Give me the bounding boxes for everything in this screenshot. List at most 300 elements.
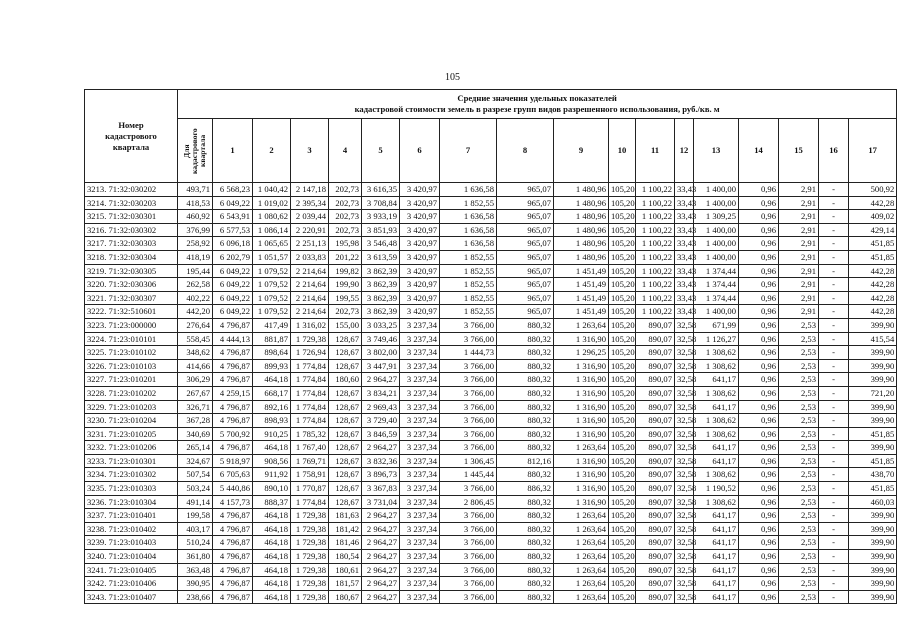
cell-value: 181,42	[329, 522, 362, 536]
header-group-title	[178, 90, 897, 119]
cell-value: 105,20	[609, 278, 636, 292]
cell-value: 3 766,00	[440, 414, 497, 428]
cell-value: 3 766,00	[440, 400, 497, 414]
cell-value: 451,85	[849, 454, 897, 468]
cell-value: 965,07	[497, 264, 554, 278]
cell-value: 202,73	[329, 210, 362, 224]
cell-value: 880,32	[497, 427, 554, 441]
cell-value: 1 100,22	[636, 237, 675, 251]
cell-value: 4 796,87	[213, 318, 253, 332]
cell-value: 890,07	[636, 550, 675, 564]
cell-quarter: 3243. 71:23:010407	[85, 590, 178, 604]
cell-value: 2 969,43	[362, 400, 400, 414]
cell-value: 3 420,97	[400, 305, 440, 319]
cell-value: 3 851,93	[362, 223, 400, 237]
cell-value: 429,14	[849, 223, 897, 237]
cell-quarter: 3242. 71:23:010406	[85, 577, 178, 591]
cell-value: 326,71	[178, 400, 213, 414]
cell-value: 0,96	[739, 414, 779, 428]
cell-value: 4 796,87	[213, 373, 253, 387]
cell-value: 105,20	[609, 210, 636, 224]
header-group-number: 7	[440, 119, 497, 183]
cell-value: 911,92	[253, 468, 291, 482]
cell-value: 1 769,71	[291, 454, 329, 468]
cell-value: 180,61	[329, 563, 362, 577]
cell-value: 1 308,62	[694, 359, 739, 373]
cell-value: 2,91	[779, 264, 819, 278]
cell-value: 1 774,84	[291, 495, 329, 509]
cell-value: 4 796,87	[213, 563, 253, 577]
cell-value: 1 100,22	[636, 196, 675, 210]
cell-value: -	[819, 332, 849, 346]
table-row	[85, 536, 897, 550]
cell-value: 2 147,18	[291, 183, 329, 197]
cell-value: 128,67	[329, 495, 362, 509]
cell-value: -	[819, 468, 849, 482]
cell-value: 1 726,94	[291, 346, 329, 360]
table-body	[85, 183, 897, 604]
cell-value: 399,90	[849, 318, 897, 332]
cell-value: -	[819, 318, 849, 332]
cell-value: 464,18	[253, 522, 291, 536]
cell-value: 641,17	[694, 563, 739, 577]
cell-value: 1 079,52	[253, 305, 291, 319]
cell-value: 1 480,96	[554, 250, 609, 264]
cell-value: 0,96	[739, 237, 779, 251]
cell-quarter: 3241. 71:23:010405	[85, 563, 178, 577]
cell-value: 3 766,00	[440, 318, 497, 332]
cell-value: 128,67	[329, 386, 362, 400]
cell-value: 641,17	[694, 373, 739, 387]
cell-value: 464,18	[253, 550, 291, 564]
cell-value: 3 766,00	[440, 332, 497, 346]
cell-value: 4 796,87	[213, 359, 253, 373]
cell-value: 2,53	[779, 400, 819, 414]
cell-value: 2 964,27	[362, 590, 400, 604]
cell-value: 890,07	[636, 577, 675, 591]
cell-value: 3 766,00	[440, 427, 497, 441]
cell-value: -	[819, 414, 849, 428]
cell-value: 105,20	[609, 183, 636, 197]
cell-value: 2 214,64	[291, 264, 329, 278]
table-row	[85, 359, 897, 373]
cell-value: 2,53	[779, 590, 819, 604]
cell-value: 3 862,39	[362, 291, 400, 305]
cell-value: 324,67	[178, 454, 213, 468]
cell-value: 3 237,34	[400, 550, 440, 564]
cell-value: 399,90	[849, 441, 897, 455]
cell-value: 2,53	[779, 441, 819, 455]
cell-quarter: 3216. 71:32:030302	[85, 223, 178, 237]
cell-value: 6 049,22	[213, 305, 253, 319]
cell-value: 510,24	[178, 536, 213, 550]
cell-value: 890,07	[636, 332, 675, 346]
cell-value: 880,32	[497, 536, 554, 550]
cell-value: 3 237,34	[400, 577, 440, 591]
cell-value: 1 785,32	[291, 427, 329, 441]
cell-value: 1 100,22	[636, 210, 675, 224]
cell-value: 399,90	[849, 509, 897, 523]
cell-value: 6 049,22	[213, 278, 253, 292]
cell-value: 908,56	[253, 454, 291, 468]
cell-value: 4 796,87	[213, 441, 253, 455]
cell-value: 399,90	[849, 359, 897, 373]
cell-value: 32,58	[675, 454, 694, 468]
cell-value: 3 766,00	[440, 359, 497, 373]
cell-value: 105,20	[609, 237, 636, 251]
cell-value: 3 766,00	[440, 522, 497, 536]
cell-value: 105,20	[609, 414, 636, 428]
cell-value: 2,53	[779, 468, 819, 482]
cell-value: 0,96	[739, 468, 779, 482]
cell-value: 399,90	[849, 563, 897, 577]
cell-value: 1 316,90	[554, 468, 609, 482]
cell-value: 1 774,84	[291, 400, 329, 414]
cell-value: 1 190,52	[694, 482, 739, 496]
cell-value: 1 451,49	[554, 291, 609, 305]
cell-value: 2,53	[779, 509, 819, 523]
cell-value: 0,96	[739, 482, 779, 496]
cell-value: 6 705,63	[213, 468, 253, 482]
cell-value: 1 445,44	[440, 468, 497, 482]
table-row	[85, 427, 897, 441]
cell-value: 1 729,38	[291, 577, 329, 591]
cell-value: 32,58	[675, 441, 694, 455]
cell-value: 3 237,34	[400, 522, 440, 536]
cell-value: 418,53	[178, 196, 213, 210]
cell-value: 1 729,38	[291, 536, 329, 550]
cell-value: 464,18	[253, 563, 291, 577]
cell-value: 3 237,34	[400, 346, 440, 360]
cell-value: 1 774,84	[291, 386, 329, 400]
table-row	[85, 237, 897, 251]
cell-value: 0,96	[739, 454, 779, 468]
cell-value: 1 051,57	[253, 250, 291, 264]
cell-value: 105,20	[609, 223, 636, 237]
cell-value: 890,07	[636, 441, 675, 455]
cell-value: 32,58	[675, 359, 694, 373]
cell-quarter: 3220. 71:32:030306	[85, 278, 178, 292]
cell-value: 464,18	[253, 441, 291, 455]
cell-value: 0,96	[739, 427, 779, 441]
cell-value: 367,28	[178, 414, 213, 428]
cell-value: 105,20	[609, 291, 636, 305]
cell-value: 3 420,97	[400, 278, 440, 292]
cell-value: 464,18	[253, 509, 291, 523]
cell-value: 1 852,55	[440, 264, 497, 278]
cell-value: 2 964,27	[362, 550, 400, 564]
cell-value: 180,67	[329, 590, 362, 604]
cell-value: 451,85	[849, 427, 897, 441]
header-group-number: 8	[497, 119, 554, 183]
cell-value: 1 852,55	[440, 305, 497, 319]
cell-value: 2,91	[779, 278, 819, 292]
cell-value: 2,91	[779, 196, 819, 210]
cell-quarter: 3224. 71:23:010101	[85, 332, 178, 346]
cell-value: 3 237,34	[400, 495, 440, 509]
cell-value: 3 766,00	[440, 482, 497, 496]
cell-value: 340,69	[178, 427, 213, 441]
cell-value: 1 079,52	[253, 278, 291, 292]
cell-value: 2,53	[779, 346, 819, 360]
cell-value: 0,96	[739, 305, 779, 319]
cell-value: 195,44	[178, 264, 213, 278]
cell-value: 105,20	[609, 318, 636, 332]
cell-value: 880,32	[497, 550, 554, 564]
cell-value: 1 729,38	[291, 563, 329, 577]
table-row	[85, 400, 897, 414]
cell-value: 0,96	[739, 577, 779, 591]
cell-value: 886,32	[497, 482, 554, 496]
table-row	[85, 577, 897, 591]
header-group-number: 16	[819, 119, 849, 183]
cell-quarter: 3231. 71:23:010205	[85, 427, 178, 441]
cell-value: 128,67	[329, 454, 362, 468]
cell-value: 2 964,27	[362, 373, 400, 387]
cell-value: 32,58	[675, 346, 694, 360]
cell-value: 105,20	[609, 441, 636, 455]
cell-value: 202,73	[329, 196, 362, 210]
cell-value: 2 964,27	[362, 563, 400, 577]
cell-value: 199,90	[329, 278, 362, 292]
cell-value: 3 237,34	[400, 454, 440, 468]
cell-value: -	[819, 359, 849, 373]
cell-value: 1 480,96	[554, 210, 609, 224]
cell-value: 265,14	[178, 441, 213, 455]
table-row	[85, 414, 897, 428]
cell-value: 1 309,25	[694, 210, 739, 224]
cell-value: 4 157,73	[213, 495, 253, 509]
cell-value: 1 774,84	[291, 414, 329, 428]
cell-value: 128,67	[329, 414, 362, 428]
cell-value: 0,96	[739, 318, 779, 332]
cell-value: 892,16	[253, 400, 291, 414]
table-row	[85, 482, 897, 496]
cell-value: 1 316,90	[554, 332, 609, 346]
cell-value: 2,53	[779, 454, 819, 468]
cell-value: 881,87	[253, 332, 291, 346]
cell-value: 890,10	[253, 482, 291, 496]
cell-value: 181,46	[329, 536, 362, 550]
cell-value: -	[819, 223, 849, 237]
cell-value: 348,62	[178, 346, 213, 360]
cell-value: 258,92	[178, 237, 213, 251]
cell-value: 0,96	[739, 441, 779, 455]
cell-value: 890,07	[636, 482, 675, 496]
cell-value: 0,96	[739, 291, 779, 305]
cell-value: 0,96	[739, 346, 779, 360]
cell-value: 880,32	[497, 373, 554, 387]
cell-value: 2,91	[779, 183, 819, 197]
cell-value: -	[819, 590, 849, 604]
cell-value: 2 395,34	[291, 196, 329, 210]
cell-value: 3 237,34	[400, 536, 440, 550]
cell-value: 2,91	[779, 223, 819, 237]
cell-value: 1 480,96	[554, 223, 609, 237]
cell-value: 399,90	[849, 522, 897, 536]
cell-quarter: 3215. 71:32:030301	[85, 210, 178, 224]
cell-value: -	[819, 400, 849, 414]
cell-value: -	[819, 196, 849, 210]
cell-value: -	[819, 577, 849, 591]
cell-value: 880,32	[497, 509, 554, 523]
cell-value: 1 758,91	[291, 468, 329, 482]
header-group-number: 6	[400, 119, 440, 183]
cell-value: 1 316,90	[554, 400, 609, 414]
cell-value: 3 420,97	[400, 237, 440, 251]
cell-value: 33,43	[675, 250, 694, 264]
cell-value: 32,58	[675, 400, 694, 414]
cell-value: 1 100,22	[636, 305, 675, 319]
cell-quarter: 3239. 71:23:010403	[85, 536, 178, 550]
cell-value: 2 214,64	[291, 305, 329, 319]
cell-value: 128,67	[329, 441, 362, 455]
cell-value: 2,53	[779, 359, 819, 373]
cell-value: 0,96	[739, 590, 779, 604]
cell-value: 812,16	[497, 454, 554, 468]
cell-value: 1 374,44	[694, 278, 739, 292]
cell-value: 1 263,64	[554, 563, 609, 577]
page-number: 105	[445, 72, 460, 83]
cell-value: 880,32	[497, 522, 554, 536]
cell-value: 668,17	[253, 386, 291, 400]
cell-value: 1 636,58	[440, 223, 497, 237]
cell-value: 4 796,87	[213, 414, 253, 428]
cell-value: 965,07	[497, 183, 554, 197]
cell-value: 33,43	[675, 183, 694, 197]
cell-value: 1 316,90	[554, 359, 609, 373]
cell-value: 890,07	[636, 495, 675, 509]
table-row	[85, 522, 897, 536]
cell-value: -	[819, 264, 849, 278]
cell-quarter: 3225. 71:23:010102	[85, 346, 178, 360]
cell-value: 880,32	[497, 563, 554, 577]
cell-value: 6 049,22	[213, 196, 253, 210]
table-row	[85, 305, 897, 319]
cell-value: 1 852,55	[440, 250, 497, 264]
cell-value: 105,20	[609, 332, 636, 346]
cell-value: 3 862,39	[362, 264, 400, 278]
cell-value: 880,32	[497, 414, 554, 428]
cell-value: 890,07	[636, 318, 675, 332]
cell-value: 2,53	[779, 386, 819, 400]
cell-value: 1 306,45	[440, 454, 497, 468]
cell-value: 32,58	[675, 482, 694, 496]
cell-value: 3 729,40	[362, 414, 400, 428]
cell-value: 105,20	[609, 359, 636, 373]
header-group-number: 2	[253, 119, 291, 183]
cell-value: 1 296,25	[554, 346, 609, 360]
cell-value: 1 308,62	[694, 427, 739, 441]
cell-value: 898,64	[253, 346, 291, 360]
cell-value: 201,22	[329, 250, 362, 264]
cell-value: 4 796,87	[213, 536, 253, 550]
cell-value: 507,54	[178, 468, 213, 482]
cell-quarter: 3238. 71:23:010402	[85, 522, 178, 536]
cell-value: 5 918,97	[213, 454, 253, 468]
cell-value: 880,32	[497, 332, 554, 346]
cell-value: 33,43	[675, 264, 694, 278]
cell-value: 415,54	[849, 332, 897, 346]
cell-value: 128,67	[329, 359, 362, 373]
cell-value: 1 263,64	[554, 522, 609, 536]
cell-value: 1 400,00	[694, 223, 739, 237]
table-row	[85, 332, 897, 346]
cell-value: 32,58	[675, 550, 694, 564]
cell-value: 890,07	[636, 400, 675, 414]
table-row	[85, 550, 897, 564]
cell-value: -	[819, 386, 849, 400]
cell-value: 414,66	[178, 359, 213, 373]
header-group-number: 12	[675, 119, 694, 183]
table-row	[85, 183, 897, 197]
cell-value: 2 033,83	[291, 250, 329, 264]
cell-value: 2 964,27	[362, 577, 400, 591]
cell-value: -	[819, 305, 849, 319]
cell-value: -	[819, 495, 849, 509]
cell-value: 418,19	[178, 250, 213, 264]
cell-value: 3 237,34	[400, 427, 440, 441]
cell-value: 238,66	[178, 590, 213, 604]
cell-value: 1 316,90	[554, 454, 609, 468]
cell-value: 3 613,59	[362, 250, 400, 264]
cell-value: -	[819, 427, 849, 441]
cell-value: 6 543,91	[213, 210, 253, 224]
cell-value: 2 964,27	[362, 509, 400, 523]
cell-value: 3 237,34	[400, 386, 440, 400]
header-group-number: 10	[609, 119, 636, 183]
cell-value: 3 420,97	[400, 291, 440, 305]
cell-value: 1 100,22	[636, 291, 675, 305]
cell-value: 641,17	[694, 522, 739, 536]
cell-value: 3 546,48	[362, 237, 400, 251]
cell-value: 2,53	[779, 577, 819, 591]
cell-value: 890,07	[636, 536, 675, 550]
cell-value: 32,58	[675, 373, 694, 387]
cell-value: 0,96	[739, 210, 779, 224]
cell-value: 4 444,13	[213, 332, 253, 346]
cell-value: 890,07	[636, 359, 675, 373]
cell-value: 464,18	[253, 590, 291, 604]
cell-value: 32,58	[675, 590, 694, 604]
cell-value: 105,20	[609, 386, 636, 400]
cell-value: 442,28	[849, 264, 897, 278]
cell-value: 105,20	[609, 536, 636, 550]
cell-value: 155,00	[329, 318, 362, 332]
cell-value: 105,20	[609, 590, 636, 604]
cell-value: 32,58	[675, 495, 694, 509]
cell-value: 128,67	[329, 468, 362, 482]
cell-value: 3 420,97	[400, 196, 440, 210]
cell-value: 1 316,90	[554, 386, 609, 400]
cell-value: 1 308,62	[694, 414, 739, 428]
cell-value: 1 852,55	[440, 278, 497, 292]
cell-value: 1 316,90	[554, 414, 609, 428]
cell-quarter: 3219. 71:32:030305	[85, 264, 178, 278]
cell-value: 32,58	[675, 414, 694, 428]
cell-value: 880,32	[497, 577, 554, 591]
cell-value: 442,28	[849, 291, 897, 305]
cell-value: 965,07	[497, 278, 554, 292]
cell-value: 4 796,87	[213, 522, 253, 536]
cell-value: 1 100,22	[636, 223, 675, 237]
cell-quarter: 3234. 71:23:010302	[85, 468, 178, 482]
cell-value: -	[819, 250, 849, 264]
cell-value: 888,37	[253, 495, 291, 509]
cell-value: 910,25	[253, 427, 291, 441]
cell-value: 1 308,62	[694, 495, 739, 509]
table-row	[85, 278, 897, 292]
